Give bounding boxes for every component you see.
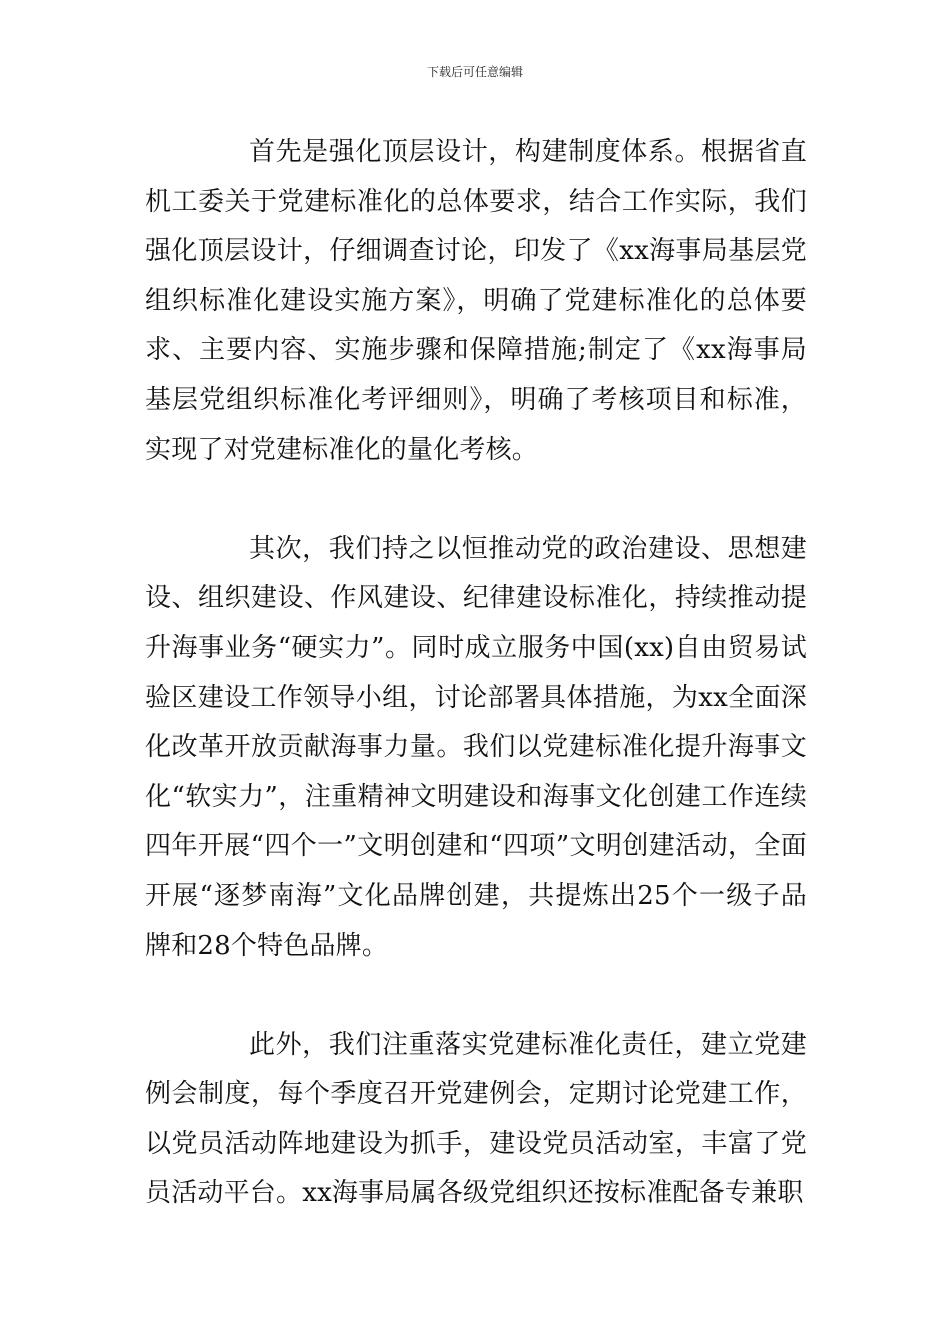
paragraph-top-level-design: 首先是强化顶层设计，构建制度体系。根据省直机工委关于党建标准化的总体要求，结合工作实际，我们强化顶层设计，仔细调查讨论，印发了《xx海事局基层党组织标准化建设实施方案》，明确了党建标准化的总体要求、主要内容、实施步骤和保障措施;制定了《xx海事局基层党组织标准化考评细则》，明确了考核项目和标准，实现了对党建标准化的量化考核。	[145, 137, 807, 465]
document-body	[145, 128, 807, 1219]
paragraph-political-construction: 其次，我们持之以恒推动党的政治建设、思想建设、组织建设、作风建设、纪律建设标准化，持续推动提升海事业务“硬实力”。同时成立服务中国(xx)自由贸易试验区建设工作领导小组，讨论部署具体措施，为xx全面深化改革开放贡献海事力量。我们以党建标准化提升海事文化“软实力”，注重精神文明建设和海事文化创建工作连续四年开展“四个一”文明创建和“四项”文明创建活动，全面开展“逐梦南海”文化品牌创建，共提炼出25个一级子品牌和28个特色品牌。	[145, 533, 807, 961]
paragraph-responsibility: 此外，我们注重落实党建标准化责任，建立党建例会制度，每个季度召开党建例会，定期讨论党建工作，以党员活动阵地建设为抓手，建设党员活动室，丰富了党员活动平台。xx海事局属各级党组织还按标准配备专兼职	[145, 1029, 807, 1209]
page-header: 下载后可任意编辑	[426, 65, 523, 79]
